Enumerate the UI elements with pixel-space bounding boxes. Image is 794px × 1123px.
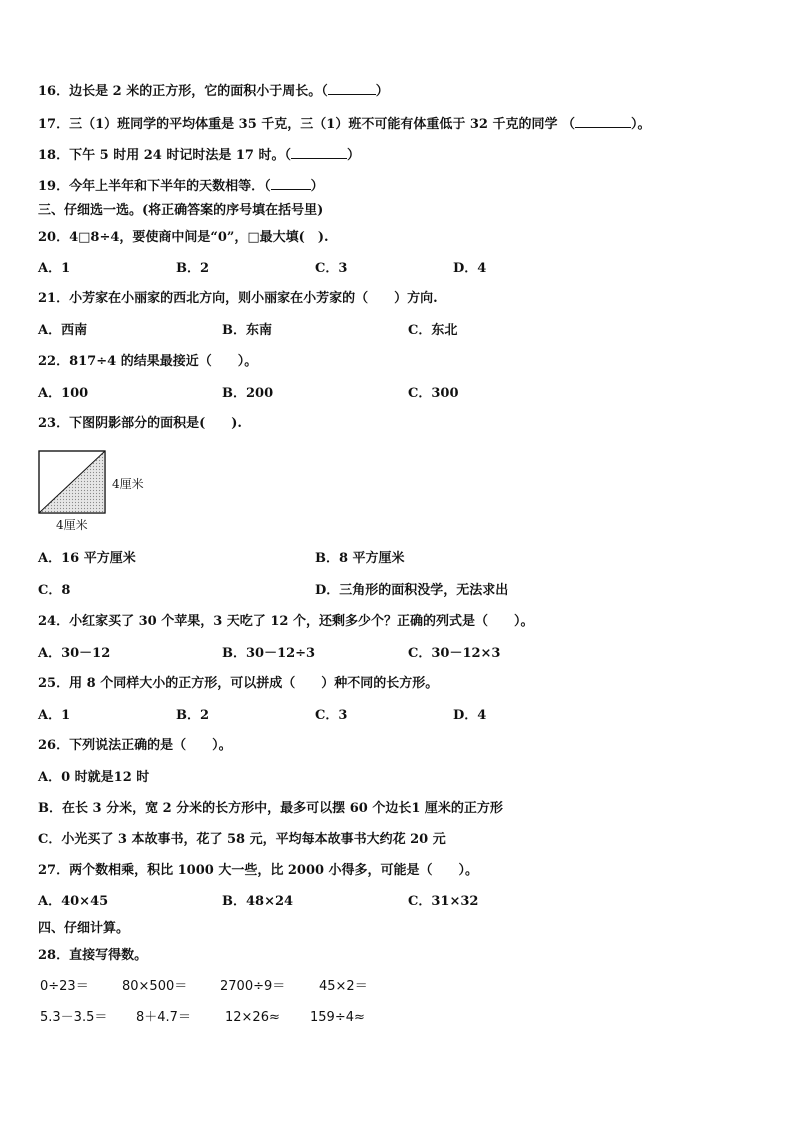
option-a[interactable]: A．0 时就是12 时 [38,770,150,785]
question-23-text: 23．下图阴影部分的面积是( ). [38,416,242,431]
question-19 [38,177,324,195]
option-b[interactable]: B．200 [222,386,274,401]
question-17 [38,115,651,133]
answer-blank[interactable] [575,115,631,128]
question-17-end: ）。 [631,117,651,132]
question-19-end: ） [310,179,324,194]
option-b[interactable]: B．8 平方厘米 [315,551,405,566]
question-18-end: ） [346,148,360,163]
calc-item[interactable]: 12×26≈ [225,1010,280,1025]
question-16 [38,82,389,100]
option-a[interactable]: A．40×45 [38,894,109,909]
question-18 [38,146,360,164]
question-28-text: 28．直接写得数。 [38,948,148,963]
option-a[interactable]: A．30－12 [38,646,111,661]
question-24-text: 24．小红家买了 30 个苹果，3 天吃了 12 个，还剩多少个？正确的列式是（ ）。 [38,614,534,629]
option-b[interactable]: B．48×24 [222,894,294,909]
option-c[interactable]: C．30－12×3 [408,646,501,661]
option-a[interactable]: A．16 平方厘米 [38,551,136,566]
option-b[interactable]: B．2 [176,708,210,723]
side-length-label: 4厘米 [112,477,144,491]
option-b[interactable]: B．在长 3 分米，宽 2 分米的长方形中，最多可以摆 60 个边长1 厘米的正方形 [38,801,503,816]
answer-blank[interactable] [328,82,376,95]
bottom-length-label: 4厘米 [56,518,88,532]
answer-blank[interactable] [291,146,347,159]
section-heading-4: 四、仔细计算。 [38,921,130,936]
calc-item[interactable]: 0÷23＝ [40,979,89,994]
question-18-text: 18．下午 5 时用 24 时记时法是 17 时。（ [38,148,291,163]
option-a[interactable]: A．1 [38,708,71,723]
option-d[interactable]: D．三角形的面积没学，无法求出 [315,583,509,598]
option-b[interactable]: B．2 [176,261,210,276]
shaded-square-figure [38,450,108,516]
answer-blank[interactable] [271,177,311,190]
option-c[interactable]: C．300 [408,386,459,401]
question-19-text: 19．今年上半年和下半年的天数相等．（ [38,179,271,194]
question-21-text: 21．小芳家在小丽家的西北方向，则小丽家在小芳家的（ ）方向. [38,291,438,306]
option-a[interactable]: A．100 [38,386,89,401]
option-c[interactable]: C．小光买了 3 本故事书，花了 58 元，平均每本故事书大约花 20 元 [38,832,446,847]
question-25-text: 25．用 8 个同样大小的正方形，可以拼成（ ）种不同的长方形。 [38,676,439,691]
calc-item[interactable]: 80×500＝ [122,979,188,994]
option-c[interactable]: C．3 [315,261,348,276]
calc-item[interactable]: 2700÷9＝ [220,979,286,994]
question-27-text: 27．两个数相乘，积比 1000 大一些，比 2000 小得多，可能是（ ）。 [38,863,479,878]
option-c[interactable]: C．31×32 [408,894,479,909]
option-b[interactable]: B．30－12÷3 [222,646,316,661]
option-a[interactable]: A．西南 [38,323,88,338]
option-d[interactable]: D．4 [453,708,487,723]
calc-item[interactable]: 5.3－3.5＝ [40,1010,108,1025]
option-c[interactable]: C．8 [38,583,71,598]
calc-item[interactable]: 45×2＝ [319,979,368,994]
question-26-text: 26．下列说法正确的是（ ）。 [38,738,232,753]
option-d[interactable]: D．4 [453,261,487,276]
option-c[interactable]: C．东北 [408,323,458,338]
option-a[interactable]: A．1 [38,261,71,276]
option-b[interactable]: B．东南 [222,323,272,338]
section-heading-3: 三、仔细选一选。(将正确答案的序号填在括号里) [38,203,324,218]
calc-item[interactable]: 159÷4≈ [310,1010,365,1025]
question-16-end: ） [375,84,389,99]
option-c[interactable]: C．3 [315,708,348,723]
calc-item[interactable]: 8＋4.7＝ [136,1010,191,1025]
question-22-text: 22．817÷4 的结果最接近（ ）。 [38,354,258,369]
question-17-text: 17．三（1）班同学的平均体重是 35 千克，三（1）班不可能有体重低于 32 千克的同学 （ [38,117,575,132]
question-20-text: 20．4□8÷4，要使商中间是“0”，□最大填( ). [38,230,329,245]
question-16-text: 16．边长是 2 米的正方形，它的面积小于周长。（ [38,84,328,99]
